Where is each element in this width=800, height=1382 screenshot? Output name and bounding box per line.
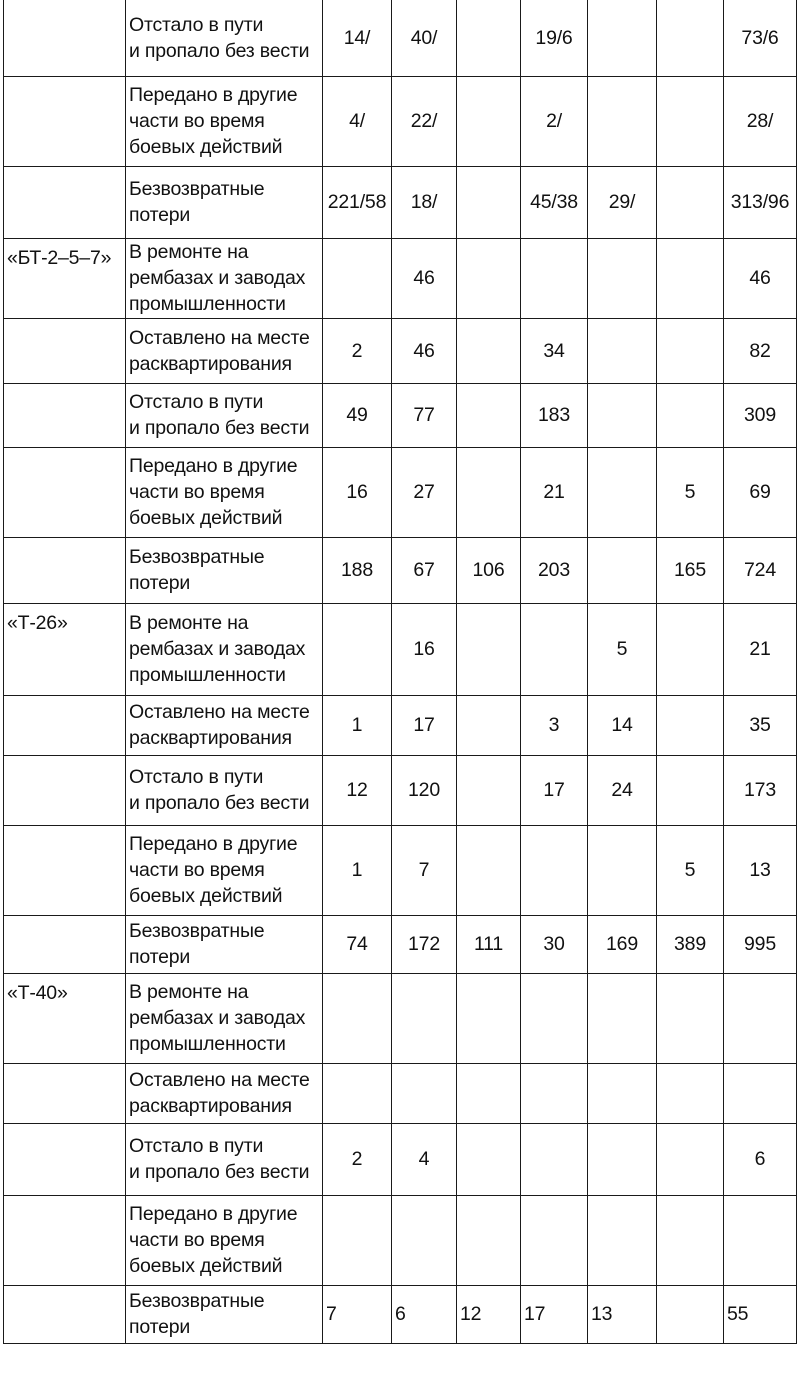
loss-category-line: промышленности [129,1033,286,1055]
loss-category-line: Безвозвратные [129,178,265,200]
value-cell: 5 [657,447,724,537]
value-cell: 13 [588,1285,657,1343]
loss-category-line: части во время [129,481,265,503]
total-cell: 313/96 [724,166,797,238]
vehicle-type-cell [4,166,126,238]
loss-category-line: Оставлено на месте [129,701,310,723]
table-row [4,1285,797,1343]
value-cell: 29/ [588,166,657,238]
value-cell: 5 [657,825,724,915]
value-cell: 183 [521,383,588,447]
total-cell: 724 [724,537,797,603]
loss-category-line: рембазах и заводах [129,267,306,289]
loss-category-cell [126,825,323,915]
value-cell: 2 [323,318,392,383]
value-cell: 46 [392,318,457,383]
loss-category-line: промышленности [129,293,286,315]
table-row [4,973,797,1063]
value-cell [657,76,724,166]
value-cell [657,755,724,825]
value-cell: 14 [588,695,657,755]
vehicle-type-cell [4,1063,126,1123]
value-cell [323,1063,392,1123]
loss-category-line: боевых действий [129,1255,283,1277]
loss-category-line: В ремонте на [129,981,249,1003]
value-cell: 120 [392,755,457,825]
loss-category-line: Передано в другие [129,833,298,855]
value-cell [657,603,724,695]
loss-category-line: Передано в другие [129,84,298,106]
value-cell: 17 [521,755,588,825]
losses-table-body [4,0,797,1343]
table-row [4,238,797,318]
value-cell: 12 [457,1285,521,1343]
loss-category-line: потери [129,572,191,594]
losses-table [3,0,797,1344]
value-cell [521,825,588,915]
loss-category-line: боевых действий [129,136,283,158]
total-cell: 13 [724,825,797,915]
value-cell [588,447,657,537]
loss-category-cell [126,76,323,166]
value-cell: 19/6 [521,0,588,76]
value-cell [657,973,724,1063]
loss-category-line: Отстало в пути [129,391,264,413]
value-cell [588,1123,657,1195]
value-cell: 30 [521,915,588,973]
loss-category-cell [126,1285,323,1343]
loss-category-line: части во время [129,110,265,132]
value-cell [588,825,657,915]
table-row [4,825,797,915]
value-cell: 7 [392,825,457,915]
value-cell: 2 [323,1123,392,1195]
value-cell: 34 [521,318,588,383]
value-cell: 67 [392,537,457,603]
value-cell [323,238,392,318]
loss-category-cell [126,915,323,973]
table-row [4,755,797,825]
vehicle-type-cell [4,1195,126,1285]
loss-category-cell [126,166,323,238]
value-cell: 45/38 [521,166,588,238]
value-cell [457,755,521,825]
vehicle-type-cell [4,1123,126,1195]
value-cell: 221/58 [323,166,392,238]
vehicle-type-cell [4,318,126,383]
loss-category-line: расквартирования [129,352,292,375]
vehicle-type-cell: «БТ-2–5–7» [4,238,126,318]
value-cell: 6 [392,1285,457,1343]
loss-category-line: Отстало в пути [129,13,264,36]
value-cell [588,1195,657,1285]
table-row [4,0,797,76]
value-cell [521,238,588,318]
value-cell: 169 [588,915,657,973]
total-cell: 35 [724,695,797,755]
loss-category-line: части во время [129,859,265,881]
value-cell [457,603,521,695]
table-row [4,318,797,383]
value-cell [588,76,657,166]
total-cell: 69 [724,447,797,537]
table-row [4,915,797,973]
value-cell [323,603,392,695]
table-row [4,603,797,695]
value-cell: 77 [392,383,457,447]
total-cell: 995 [724,915,797,973]
value-cell [457,0,521,76]
loss-category-line: и пропало без вести [129,39,310,62]
value-cell: 27 [392,447,457,537]
table-row [4,695,797,755]
value-cell: 203 [521,537,588,603]
loss-category-line: Безвозвратные [129,920,265,942]
loss-category-line: Оставлено на месте [129,1069,310,1091]
total-cell: 55 [724,1285,797,1343]
table-row [4,1195,797,1285]
table-row [4,1123,797,1195]
loss-category-cell [126,1123,323,1195]
loss-category-line: расквартирования [129,727,292,749]
vehicle-type-cell [4,537,126,603]
value-cell [457,238,521,318]
value-cell [521,603,588,695]
loss-category-cell [126,695,323,755]
value-cell: 18/ [392,166,457,238]
loss-category-line: и пропало без вести [129,417,310,439]
value-cell: 389 [657,915,724,973]
loss-category-line: рембазах и заводах [129,638,306,660]
loss-category-line: Безвозвратные [129,546,265,568]
loss-category-line: Оставлено на месте [129,326,310,349]
value-cell [457,1123,521,1195]
loss-category-line: боевых действий [129,507,283,529]
vehicle-type-cell [4,915,126,973]
vehicle-type-cell [4,1285,126,1343]
total-cell [724,1195,797,1285]
value-cell [657,0,724,76]
loss-category-cell [126,973,323,1063]
value-cell [457,1063,521,1123]
loss-category-line: Передано в другие [129,455,298,477]
loss-category-cell [126,238,323,318]
value-cell: 7 [323,1285,392,1343]
value-cell: 4/ [323,76,392,166]
loss-category-cell [126,1063,323,1123]
loss-category-line: потери [129,946,191,968]
vehicle-type-cell [4,76,126,166]
value-cell: 24 [588,755,657,825]
vehicle-type-cell: «Т-40» [4,973,126,1063]
value-cell [457,166,521,238]
loss-category-line: В ремонте на [129,241,249,263]
table-row [4,383,797,447]
loss-category-line: Отстало в пути [129,1135,264,1157]
value-cell [457,695,521,755]
vehicle-type-cell [4,695,126,755]
total-cell [724,973,797,1063]
value-cell [457,76,521,166]
value-cell: 172 [392,915,457,973]
value-cell [657,166,724,238]
value-cell: 106 [457,537,521,603]
value-cell: 17 [392,695,457,755]
value-cell: 22/ [392,76,457,166]
value-cell [323,973,392,1063]
value-cell: 111 [457,915,521,973]
loss-category-line: Отстало в пути [129,766,264,788]
vehicle-type-cell [4,447,126,537]
value-cell [657,238,724,318]
value-cell [457,383,521,447]
vehicle-type-cell [4,825,126,915]
value-cell: 188 [323,537,392,603]
value-cell [588,1063,657,1123]
vehicle-type-cell: «Т-26» [4,603,126,695]
loss-category-line: потери [129,1316,191,1338]
value-cell: 14/ [323,0,392,76]
value-cell [657,1195,724,1285]
table-row [4,166,797,238]
table-row [4,447,797,537]
loss-category-cell [126,318,323,383]
value-cell [588,318,657,383]
value-cell: 16 [323,447,392,537]
value-cell: 12 [323,755,392,825]
value-cell [521,1063,588,1123]
value-cell [521,1195,588,1285]
loss-category-line: части во время [129,1229,265,1251]
total-cell: 73/6 [724,0,797,76]
table-row [4,1063,797,1123]
loss-category-line: рембазах и заводах [129,1007,306,1029]
loss-category-cell [126,755,323,825]
value-cell [657,318,724,383]
value-cell: 74 [323,915,392,973]
loss-category-cell [126,603,323,695]
value-cell [457,973,521,1063]
loss-category-cell [126,537,323,603]
loss-category-line: потери [129,204,191,226]
value-cell [521,973,588,1063]
value-cell: 165 [657,537,724,603]
value-cell: 49 [323,383,392,447]
value-cell [323,1195,392,1285]
total-cell: 6 [724,1123,797,1195]
value-cell [588,238,657,318]
table-row [4,537,797,603]
total-cell: 82 [724,318,797,383]
value-cell [588,537,657,603]
total-cell: 21 [724,603,797,695]
value-cell [657,1123,724,1195]
loss-category-cell [126,447,323,537]
loss-category-line: боевых действий [129,885,283,907]
value-cell: 40/ [392,0,457,76]
value-cell [657,695,724,755]
value-cell: 16 [392,603,457,695]
vehicle-type-cell [4,383,126,447]
value-cell [392,1063,457,1123]
value-cell [392,1195,457,1285]
value-cell: 5 [588,603,657,695]
value-cell: 17 [521,1285,588,1343]
loss-category-line: Безвозвратные [129,1290,265,1312]
value-cell [588,973,657,1063]
value-cell: 3 [521,695,588,755]
loss-category-line: и пропало без вести [129,1161,310,1183]
table-row [4,76,797,166]
value-cell: 21 [521,447,588,537]
value-cell [657,1063,724,1123]
value-cell: 2/ [521,76,588,166]
loss-category-line: Передано в другие [129,1203,298,1225]
value-cell: 1 [323,695,392,755]
value-cell [457,318,521,383]
total-cell [724,1063,797,1123]
loss-category-line: В ремонте на [129,612,249,634]
value-cell: 4 [392,1123,457,1195]
value-cell [457,825,521,915]
loss-category-line: и пропало без вести [129,792,310,814]
value-cell [657,1285,724,1343]
value-cell [392,973,457,1063]
total-cell: 28/ [724,76,797,166]
loss-category-cell [126,0,323,76]
value-cell [457,1195,521,1285]
vehicle-type-cell [4,0,126,76]
loss-category-line: промышленности [129,664,286,686]
value-cell [521,1123,588,1195]
total-cell: 173 [724,755,797,825]
value-cell: 1 [323,825,392,915]
loss-category-cell [126,1195,323,1285]
loss-category-line: расквартирования [129,1095,292,1117]
value-cell: 46 [392,238,457,318]
vehicle-type-cell [4,755,126,825]
value-cell [588,383,657,447]
total-cell: 46 [724,238,797,318]
value-cell [588,0,657,76]
loss-category-cell [126,383,323,447]
total-cell: 309 [724,383,797,447]
value-cell [657,383,724,447]
value-cell [457,447,521,537]
